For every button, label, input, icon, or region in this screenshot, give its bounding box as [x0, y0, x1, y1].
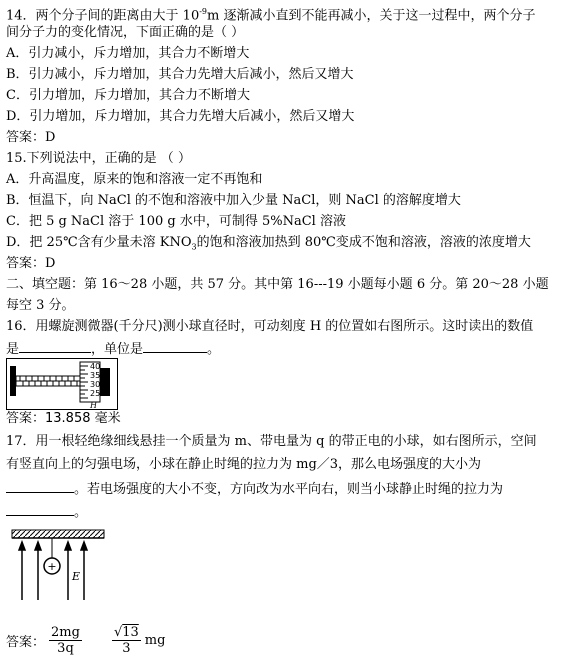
q14-line2: 间分子力的变化情况，下面正确的是（ ）: [6, 25, 245, 40]
q15-subscript: 3: [191, 242, 197, 252]
q14-option-a: A．引力减小，斥力增加，其合力不断增大: [6, 46, 250, 61]
fraction-1-numerator: 2mg: [51, 624, 80, 640]
scale-label-35: 35: [90, 371, 101, 380]
answer-fraction-2: [112, 625, 141, 656]
q16-line1: 16．用螺旋测微器(千分尺)测小球直径时，可动刻度 H 的位置如右图所示。这时读出的数值: [6, 319, 534, 334]
q14-option-b: B．引力减小，斥力增加，其合力先增大后减小，然后又增大: [6, 67, 354, 82]
q15-option-d-text-a: D．把 25℃含有少量未溶 KNO: [6, 235, 192, 250]
sqrt-radicand: 13: [122, 624, 139, 640]
q14-option-c: C．引力增加，斥力增加，其合力不断增大: [6, 88, 250, 103]
q17-line1: 17．用一根轻绝缘细线悬挂一个质量为 m、带电量为 q 的带正电的小球，如右图所示，空间: [6, 434, 537, 449]
q15-option-c: C．把 5 g NaCl 溶于 100 g 水中，可制得 5%NaCl 溶液: [6, 214, 346, 229]
q14-text-b: m 逐渐减小直到不能再减小，关于这一过程中，两个分子: [207, 8, 536, 24]
q16-blank-unit[interactable]: [143, 340, 207, 353]
q17-line2: 有竖直向上的匀强电场，小球在静止时绳的拉力为 mg／3，那么电场强度的大小为: [6, 457, 482, 472]
q15-option-d-text-b: 的饱和溶液加热到 80℃变成不饱和溶液，溶液的浓度增大: [196, 235, 531, 250]
q17-answer: [6, 620, 165, 660]
scale-label-40: 40: [90, 362, 101, 371]
q16-answer: 答案：13.858 毫米: [6, 411, 121, 426]
q16-text-a: 是: [6, 342, 20, 357]
q17-line4: [6, 503, 87, 521]
q15-option-a: A．升高温度，原来的饱和溶液一定不再饱和: [6, 172, 263, 187]
q14-line1: [6, 4, 535, 24]
electric-field-figure: [10, 526, 106, 600]
answer-2-unit: mg: [144, 632, 166, 648]
q14-text-a: 14．两个分子间的距离由大于 10: [6, 8, 200, 24]
q17-text-line3: 。若电场强度的大小不变，方向改为水平向右，则当小球静止时绳的拉力为: [74, 482, 504, 497]
scale-label-30: 30: [90, 380, 101, 389]
q17-blank-field-strength[interactable]: [6, 480, 74, 493]
q14-answer: 答案：D: [6, 130, 56, 145]
h-label: H: [90, 401, 97, 410]
q14-option-d: D．引力增加，斥力增加，其合力先增大后减小，然后又增大: [6, 109, 355, 124]
section2-line1: 二、填空题：第 16～28 小题，共 57 分。其中第 16---19 小题每小题 6 分。第 20～28 小题: [6, 277, 549, 292]
q15-title: 15.下列说法中，正确的是 （ ）: [6, 151, 191, 166]
field-label-e: E: [72, 570, 81, 583]
q16-line2: [6, 340, 220, 358]
q17-line3: [6, 480, 503, 498]
fraction-2-denominator: 3: [122, 640, 131, 656]
q15-answer: 答案：D: [6, 256, 56, 271]
scale-label-25: 25: [90, 389, 101, 398]
q16-text-c: 。: [207, 342, 221, 357]
fraction-1-denominator: 3q: [57, 640, 74, 656]
q17-blank-tension[interactable]: [6, 503, 74, 516]
q16-text-b: ，单位是: [91, 342, 144, 357]
q14-exponent: -9: [199, 7, 208, 16]
q15-option-d: [6, 235, 531, 256]
fraction-2-numerator: √13: [113, 624, 139, 640]
micrometer-figure: [6, 358, 118, 410]
q17-text-line4: 。: [74, 505, 88, 520]
section2-line2: 每空 3 分。: [6, 298, 75, 313]
q15-option-b: B．恒温下，向 NaCl 的不饱和溶液中加入少量 NaCl，则 NaCl 的溶解度增大: [6, 193, 461, 208]
answer-fraction-1: [49, 625, 82, 656]
q17-answer-label: 答案：: [6, 634, 46, 650]
charge-symbol: +: [47, 560, 57, 573]
q16-blank-value[interactable]: [19, 340, 91, 353]
